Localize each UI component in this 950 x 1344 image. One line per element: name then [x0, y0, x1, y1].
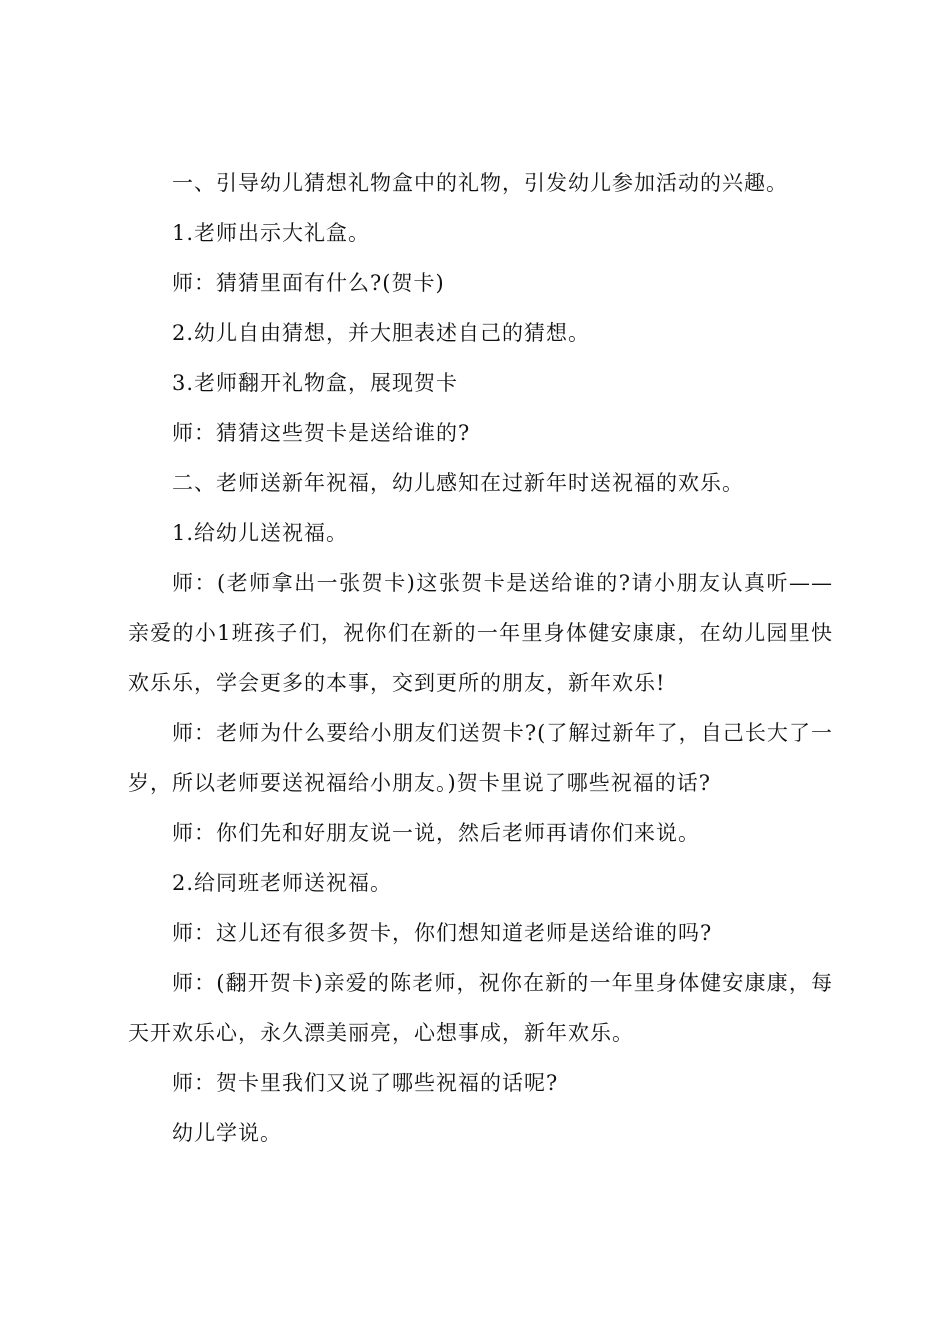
paragraph-children-practice: 幼儿学说。 — [172, 1121, 282, 1145]
paragraph-teacher-line: 师：猜猜里面有什么?(贺卡) — [172, 271, 445, 295]
paragraph-teacher-line: 师：猜猜这些贺卡是送给谁的? — [172, 421, 471, 445]
paragraph-section-2-heading: 二、老师送新年祝福，幼儿感知在过新年时送祝福的欢乐。 — [172, 471, 744, 495]
paragraph-teacher-line: 师：(老师拿出一张贺卡)这张贺卡是送给谁的?请小朋友认真听——亲爱的小1班孩子们，祝你们在新的一年里身体健安康康，在幼儿园里快欢乐乐，学会更多的本事，交到更所的朋友，新年欢乐! — [128, 571, 833, 695]
paragraph-step-1: 1.老师出示大礼盒。 — [172, 221, 371, 245]
paragraph-step-2: 2.幼儿自由猜想，并大胆表述自己的猜想。 — [172, 321, 591, 345]
paragraph-teacher-line: 师：你们先和好朋友说一说，然后老师再请你们来说。 — [172, 821, 700, 845]
paragraph-teacher-line: 师：这儿还有很多贺卡，你们想知道老师是送给谁的吗? — [172, 921, 713, 945]
paragraph-step-3: 3.老师翻开礼物盒，展现贺卡 — [172, 371, 459, 395]
paragraph-step-1: 1.给幼儿送祝福。 — [172, 521, 349, 545]
paragraph-teacher-line: 师：(翻开贺卡)亲爱的陈老师，祝你在新的一年里身体健安康康，每天开欢乐心，永久漂美丽亮，心想事成，新年欢乐。 — [128, 971, 833, 1045]
paragraph-teacher-line: 师：贺卡里我们又说了哪些祝福的话呢? — [172, 1071, 559, 1095]
paragraph-teacher-line: 师：老师为什么要给小朋友们送贺卡?(了解过新年了，自己长大了一岁，所以老师要送祝福给小朋友。)贺卡里说了哪些祝福的话? — [128, 721, 833, 795]
paragraph-section-1-heading: 一、引导幼儿猜想礼物盒中的礼物，引发幼儿参加活动的兴趣。 — [172, 171, 788, 195]
paragraph-step-2: 2.给同班老师送祝福。 — [172, 871, 393, 895]
document-body — [128, 158, 833, 1158]
